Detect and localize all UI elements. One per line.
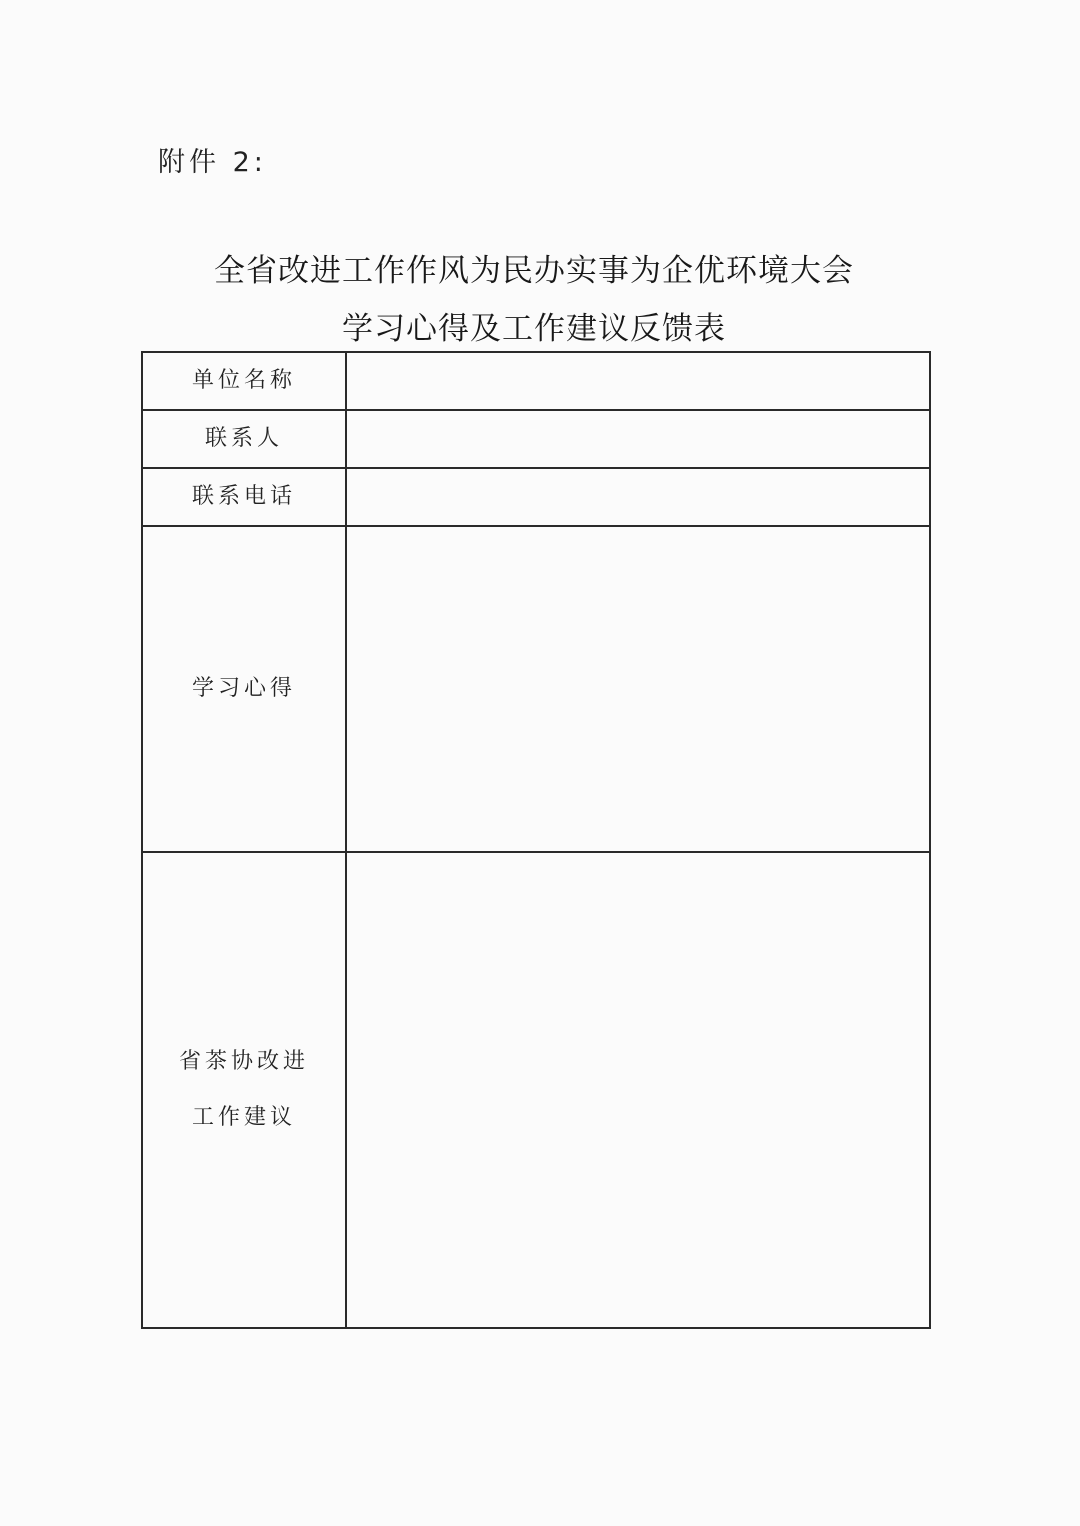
work-suggestions-field[interactable] <box>346 852 930 1328</box>
form-row-contact-person <box>142 410 930 468</box>
work-suggestions-label-line1: 省茶协改进 <box>178 1049 309 1074</box>
contact-person-label: 联系人 <box>142 410 346 468</box>
unit-name-field[interactable] <box>346 352 930 410</box>
attachment-label: 附件 2: <box>158 147 267 178</box>
contact-person-field[interactable] <box>346 410 930 468</box>
contact-phone-label: 联系电话 <box>142 468 346 526</box>
form-row-study-experience <box>142 526 930 852</box>
contact-phone-field[interactable] <box>346 468 930 526</box>
feedback-form-table <box>141 351 931 1329</box>
work-suggestions-label-line2: 工作建议 <box>191 1105 296 1130</box>
study-experience-label: 学习心得 <box>142 526 346 852</box>
document-title-line1: 全省改进工作作风为民办实事为企优环境大会 <box>214 253 854 289</box>
form-row-work-suggestions <box>142 852 930 1328</box>
work-suggestions-label <box>142 852 346 1328</box>
unit-name-label: 单位名称 <box>142 352 346 410</box>
study-experience-field[interactable] <box>346 526 930 852</box>
document-title-line2: 学习心得及工作建议反馈表 <box>342 311 726 347</box>
form-row-unit-name <box>142 352 930 410</box>
form-row-contact-phone <box>142 468 930 526</box>
